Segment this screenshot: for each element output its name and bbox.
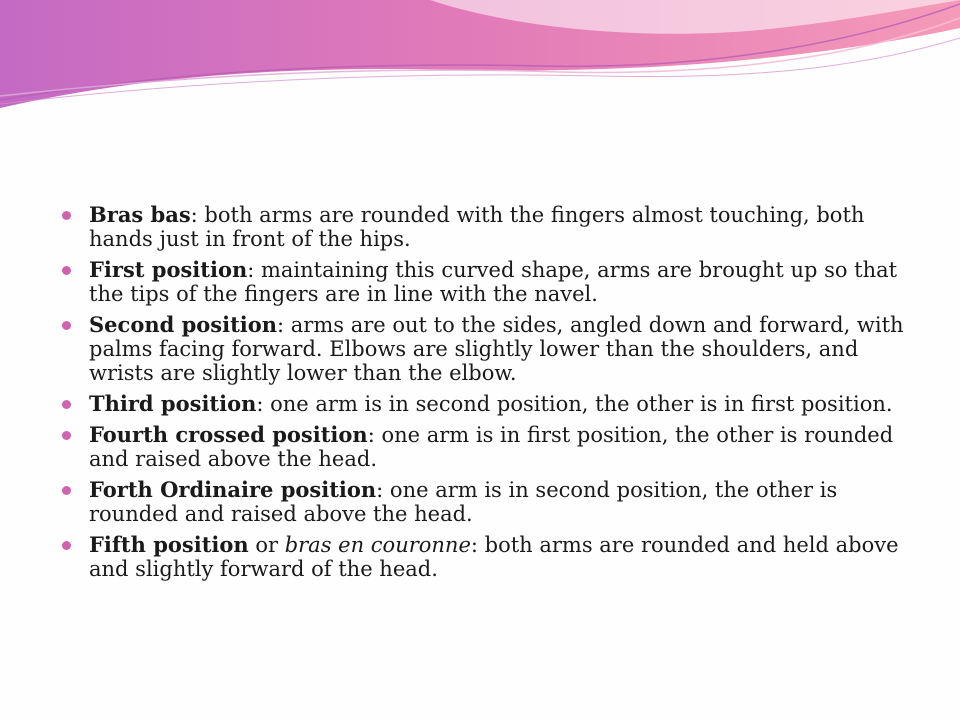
- separator: :: [367, 423, 375, 447]
- separator: :: [470, 533, 478, 557]
- term: Second position: [89, 312, 278, 337]
- bullet-dot: [62, 541, 71, 550]
- list-item: [60, 478, 910, 526]
- term: Fourth crossed position: [89, 422, 368, 447]
- bullet-dot: [62, 486, 71, 495]
- header-wave-decoration: [0, 0, 960, 120]
- description: one arm is in second position, the other is rounded and raised above the head.: [89, 478, 838, 526]
- term: First position: [89, 257, 248, 282]
- list-item: [60, 258, 910, 306]
- list-item: [60, 533, 910, 581]
- bullet-dot: [62, 266, 71, 275]
- separator: :: [376, 478, 384, 502]
- separator: :: [247, 258, 255, 282]
- bullet-dot: [62, 431, 71, 440]
- positions-list: [60, 203, 910, 581]
- list-item: [60, 313, 910, 385]
- bullet-dot: [62, 321, 71, 330]
- separator: :: [277, 313, 285, 337]
- list-item: [60, 392, 910, 416]
- separator: :: [190, 203, 198, 227]
- separator: :: [256, 392, 264, 416]
- content-area: [60, 203, 910, 588]
- term: Fifth position: [89, 532, 249, 557]
- description: both arms are rounded and held above and slightly forward of the head.: [89, 533, 899, 581]
- term: Third position: [89, 391, 257, 416]
- bullet-dot: [62, 400, 71, 409]
- alt-term: bras en couronne: [284, 533, 471, 557]
- list-item: [60, 203, 910, 251]
- term: Forth Ordinaire position: [89, 477, 377, 502]
- description: maintaining this curved shape, arms are brought up so that the tips of the fingers are in line with the navel.: [89, 258, 898, 306]
- description: arms are out to the sides, angled down and forward, with palms facing forward. Elbows are slightly lower than the shoulders, and wrists are slightly lower than the elbow.: [89, 313, 904, 385]
- description: both arms are rounded with the fingers almost touching, both hands just in front of the hips.: [89, 203, 865, 251]
- description: one arm is in second position, the other is in first position.: [263, 392, 893, 416]
- term: Bras bas: [89, 202, 191, 227]
- bullet-dot: [62, 211, 71, 220]
- description: one arm is in first position, the other is rounded and raised above the head.: [89, 423, 894, 471]
- connector: or: [248, 533, 285, 557]
- list-item: [60, 423, 910, 471]
